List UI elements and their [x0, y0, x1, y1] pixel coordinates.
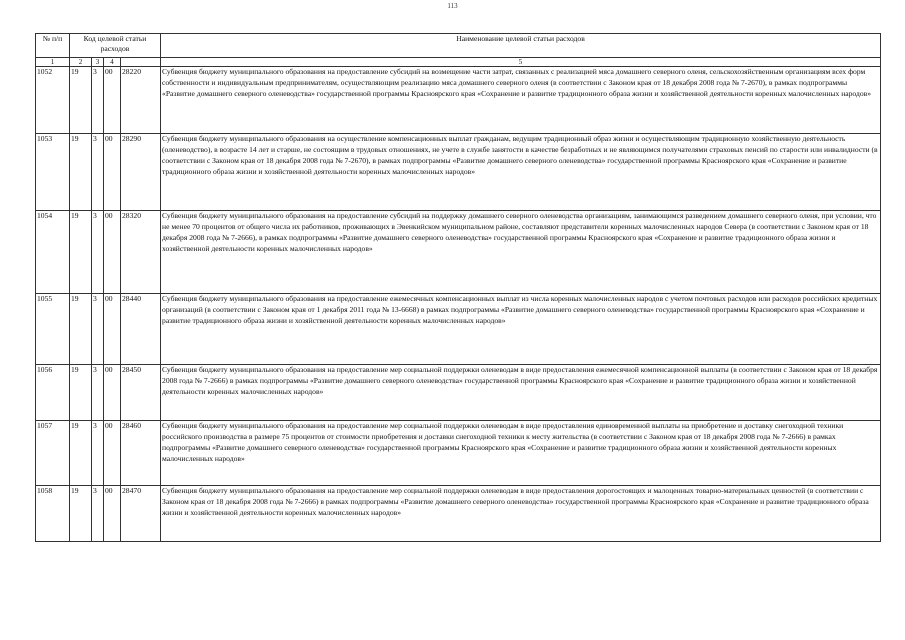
- row-description: Субвенция бюджету муниципального образования на предоставление субсидий на поддержку домашнего северного оленеводства организациям, занимающимся разведением домашнего северного оленя, при условии, что не менее 70 процентов от общего числа их работников, проживающих в Эвенкийском муниципальном районе, составляют представители коренных малочисленных народов Севера (в соответствии с Законом края от 18 декабря 2008 года № 7-2666), в рамках подпрограммы «Развитие домашнего северного оленеводства» государственной программы Красноярского края «Сохранение и развитие традиционного образа жизни и хозяйственной деятельности коренных малочисленных народов»: [161, 211, 881, 294]
- table-row: [36, 365, 881, 421]
- code-part-1: 19: [70, 421, 92, 486]
- index-cell-5: 5: [161, 58, 881, 67]
- code-part-3: 00: [104, 365, 121, 421]
- row-number: 1057: [36, 421, 70, 486]
- row-number: 1058: [36, 486, 70, 542]
- table-row: [36, 486, 881, 542]
- table-row: [36, 67, 881, 134]
- row-description: Субвенция бюджету муниципального образования на предоставление ежемесячных компенсационных выплат из числа коренных малочисленных народов с учетом почтовых расходов или расходов российских кредитных организаций (в соответствии с Законом края от 1 декабря 2011 года № 13-6668) в рамках подпрограммы «Развитие домашнего северного оленеводства» государственной программы Красноярского края «Сохранение и развитие традиционного образа жизни и хозяйственной деятельности коренных малочисленных народов»: [161, 294, 881, 365]
- row-description: Субвенция бюджету муниципального образования на осуществление компенсационных выплат гражданам, ведущим традиционный образ жизни и осуществляющим традиционную хозяйственную деятельность (оленеводство), в возрасте 14 лет и старше, не состоящим в трудовых отношениях, не учете в службе занятости в качестве безработных и не являющимся получателями страховых пенсий по старости или инвалидности (в соответствии с Законом края от 18 декабря 2008 года № 7-2670), в рамках подпрограммы «Развитие домашнего северного оленеводства» государственной программы Красноярского края «Сохранение и развитие традиционного образа жизни и хозяйственной деятельности коренных малочисленных народов»: [161, 134, 881, 211]
- table-row: [36, 294, 881, 365]
- code-part-1: 19: [70, 365, 92, 421]
- code-part-2: 3: [92, 486, 104, 542]
- code-part-3: 00: [104, 421, 121, 486]
- index-row: [36, 58, 881, 67]
- row-description: Субвенция бюджету муниципального образования на предоставление мер социальной поддержки оленеводам в виде предоставления дорогостоящих и малоценных товарно-материальных ценностей (в соответствии с Законом края от 18 декабря 2008 года № 7-2666) в рамках подпрограммы «Развитие домашнего северного оленеводства» государственной программы Красноярского края «Сохранение и развитие традиционного образа жизни и хозяйственной деятельности коренных малочисленных народов»: [161, 486, 881, 542]
- code-part-2: 3: [92, 294, 104, 365]
- row-description: Субвенция бюджету муниципального образования на предоставление мер социальной поддержки оленеводам в виде предоставления единовременной выплаты на приобретение и доставку снегоходной техники российского производства в размере 75 процентов от стоимости приобретения и доставки снегоходной техники к месту жительства (в соответствии с Законом края от 18 декабря 2008 года № 7-2666) в рамках подпрограммы «Развитие домашнего северного оленеводства» государственной программы Красноярского края «Сохранение и развитие традиционного образа жизни и хозяйственной деятельности коренных малочисленных народов»: [161, 421, 881, 486]
- code-part-1: 19: [70, 294, 92, 365]
- code-part-3: 00: [104, 211, 121, 294]
- code-part-4: 28290: [121, 134, 161, 211]
- budget-table: [35, 33, 881, 542]
- code-part-4: 28460: [121, 421, 161, 486]
- row-number: 1052: [36, 67, 70, 134]
- header-name: Наименование целевой статьи расходов: [161, 34, 881, 58]
- index-cell-3: 3: [92, 58, 104, 67]
- code-part-2: 3: [92, 134, 104, 211]
- code-part-1: 19: [70, 486, 92, 542]
- row-number: 1054: [36, 211, 70, 294]
- code-part-2: 3: [92, 365, 104, 421]
- code-part-4: 28470: [121, 486, 161, 542]
- code-part-3: 00: [104, 294, 121, 365]
- row-description: Субвенция бюджету муниципального образования на предоставление субсидий на возмещение части затрат, связанных с реализацией мяса домашнего северного оленя, сельскохозяйственным организациям всех форм собственности и индивидуальным предпринимателям, осуществляющим реализацию мяса домашнего северного оленя (в соответствии с Законом края от 18 декабря 2008 года № 7-2670), в рамках подпрограммы «Развитие домашнего северного оленеводства» государственной программы Красноярского края «Сохранение и развитие традиционного образа жизни и хозяйственной деятельности коренных малочисленных народов»: [161, 67, 881, 134]
- row-number: 1053: [36, 134, 70, 211]
- index-cell-4: 4: [104, 58, 121, 67]
- header-code: Код целевой статьи расходов: [70, 34, 161, 58]
- table-row: [36, 134, 881, 211]
- index-cell-1: 1: [36, 58, 70, 67]
- code-part-3: 00: [104, 67, 121, 134]
- code-part-3: 00: [104, 134, 121, 211]
- row-number: 1055: [36, 294, 70, 365]
- page-number: 113: [447, 2, 458, 10]
- code-part-1: 19: [70, 134, 92, 211]
- row-description: Субвенция бюджету муниципального образования на предоставление мер социальной поддержки оленеводам в виде предоставления ежемесячной компенсационной выплаты (в соответствии с Законом края от 18 декабря 2008 года № 7-2666) в рамках подпрограммы «Развитие домашнего северного оленеводства» государственной программы Красноярского края «Сохранение и развитие традиционного образа жизни и хозяйственной деятельности коренных малочисленных народов»: [161, 365, 881, 421]
- code-part-4: 28220: [121, 67, 161, 134]
- row-number: 1056: [36, 365, 70, 421]
- header-number: № п/п: [36, 34, 70, 58]
- code-part-2: 3: [92, 211, 104, 294]
- code-part-2: 3: [92, 421, 104, 486]
- index-cell-4b: [121, 58, 161, 67]
- code-part-4: 28320: [121, 211, 161, 294]
- code-part-1: 19: [70, 211, 92, 294]
- index-cell-2: 2: [70, 58, 92, 67]
- table-row: [36, 211, 881, 294]
- code-part-4: 28450: [121, 365, 161, 421]
- code-part-4: 28440: [121, 294, 161, 365]
- code-part-1: 19: [70, 67, 92, 134]
- code-part-2: 3: [92, 67, 104, 134]
- code-part-3: 00: [104, 486, 121, 542]
- table-row: [36, 421, 881, 486]
